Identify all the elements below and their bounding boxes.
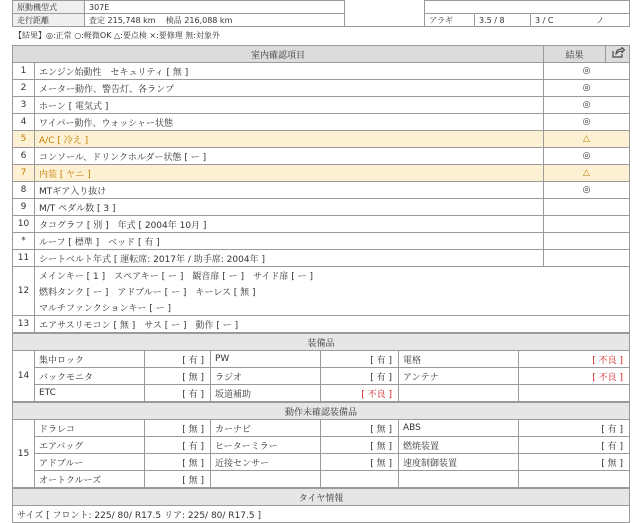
equipment-table <box>12 333 630 402</box>
equipment-value: [ 無 ] <box>321 437 399 454</box>
equipment-value: [ 有 ] <box>321 368 399 385</box>
row-number: 3 <box>13 97 35 114</box>
equipment-value: [ 無 ] <box>145 471 211 488</box>
share-icon <box>611 47 625 58</box>
result-legend: 【結果】◎:正常 ○:軽微OK △:要点検 ×:要修理 無:対象外 <box>14 31 221 40</box>
checklist-table: 室内確認項目 結果 1 エンジン始動性 セキュリティ [ 無 ] ◎ 2 メーター動作、警告灯、各ランプ ◎ 3 ホーン [ 電気式 ] ◎ 4 ワイパー動作、ウォッシャー状態 ◎ 5 A/C [ 冷え ] △ 6 コンソール、ドリンクホルダー状態 [ ー ] ◎ 7 内装 [ ヤニ ] △ 8 MTギア入り抜け ◎ 9 M/T ペダル数 [ 3 ] 10 タコグラフ [ 別 ] 年式 [ 2004年 10月 ] * ルーフ [ 標準 ] ベッド [ 有 ] 11 シートベルト年式 [ 運転席: 2017年 / 助手席: 2004年 ] 12 メインキー [ 1 ] スペアキー [ ー ] 観音扉 [ ー ] サイド扉 [ ー ] 燃料タンク [ ー ] アドブルー [ ー ] キーレス [ 無 ] マルチファンクションキー [ ー ] 13 エアサスリモコン [ 無 ] サス [ ー ] 動作 [ ー ] <box>12 45 630 333</box>
checklist-row <box>13 97 630 114</box>
equipment-value: [ 不良 ] <box>519 368 630 385</box>
equipment-value: [ 無 ] <box>519 454 630 471</box>
row-result: ◎ <box>544 97 630 114</box>
mileage-registered: 査定 215,748 km <box>89 15 156 25</box>
row-text: A/C [ 冷え ] <box>35 131 544 148</box>
row-result: ◎ <box>544 148 630 165</box>
equipment-name: アドブルー <box>35 454 145 471</box>
equipment-row <box>13 437 630 454</box>
checklist-row <box>13 131 630 148</box>
result-header: 結果 <box>544 46 606 63</box>
vehicle-header <box>12 0 630 27</box>
model-value: 307E <box>85 1 345 14</box>
row-text: ワイパー動作、ウォッシャー状態 <box>35 114 544 131</box>
row-number: 6 <box>13 148 35 165</box>
equipment-name: 坂道補助 <box>211 385 321 402</box>
mileage-label: 走行距離 <box>13 14 85 27</box>
row-text: MTギア入り抜け <box>35 182 544 199</box>
checklist-items <box>13 63 630 267</box>
equipment-name: 燃焼装置 <box>399 437 519 454</box>
equipment-items <box>13 351 630 402</box>
equipment-title: 装備品 <box>13 334 630 351</box>
tire-table <box>12 488 630 523</box>
checklist-row <box>13 199 630 216</box>
checklist-row <box>13 114 630 131</box>
row-result: ◎ <box>544 182 630 199</box>
equipment-value: [ 不良 ] <box>519 351 630 368</box>
right-value-2: 3 / C <box>535 15 554 25</box>
tire-size: サイズ [ フロント: 225/ 80/ R17.5 リア: 225/ 80/ R17.5 ] <box>13 506 630 523</box>
equipment-value: [ 無 ] <box>145 454 211 471</box>
equipment-row <box>13 471 630 488</box>
equipment-name: ラジオ <box>211 368 321 385</box>
checklist-row <box>13 250 630 267</box>
equipment-name: ABS <box>399 420 519 437</box>
share-button[interactable] <box>606 46 630 63</box>
checklist-row <box>13 216 630 233</box>
section-number: 14 <box>13 351 35 402</box>
equipment-name: バックモニタ <box>35 368 145 385</box>
equipment-name: 速度制御装置 <box>399 454 519 471</box>
row-text: コンソール、ドリンクホルダー状態 [ ー ] <box>35 148 544 165</box>
checklist-row <box>13 148 630 165</box>
equipment-row <box>13 351 630 368</box>
equipment-name <box>399 385 519 402</box>
right-value-1: 3.5 / 8 <box>475 14 531 27</box>
equipment-value: [ 有 ] <box>519 437 630 454</box>
row-text: エンジン始動性 セキュリティ [ 無 ] <box>35 63 544 80</box>
row-number: 2 <box>13 80 35 97</box>
operation-title: 動作未確認装備品 <box>13 403 630 420</box>
equipment-name: ドラレコ <box>35 420 145 437</box>
equipment-name: 集中ロック <box>35 351 145 368</box>
row-number: 10 <box>13 216 35 233</box>
row-text: シートベルト年式 [ 運転席: 2017年 / 助手席: 2004年 ] <box>35 250 544 267</box>
operation-items <box>13 420 630 488</box>
equipment-name <box>211 471 321 488</box>
equipment-value: [ 有 ] <box>145 437 211 454</box>
row-result <box>544 250 630 267</box>
equipment-name: エアバッグ <box>35 437 145 454</box>
row-13: 13 エアサスリモコン [ 無 ] サス [ ー ] 動作 [ ー ] <box>13 316 630 333</box>
row-result: △ <box>544 165 630 182</box>
row-text: M/T ペダル数 [ 3 ] <box>35 199 544 216</box>
checklist-row <box>13 182 630 199</box>
tire-title: タイヤ情報 <box>13 489 630 506</box>
checklist-row <box>13 233 630 250</box>
equipment-value: [ 不良 ] <box>321 385 399 402</box>
operation-table <box>12 402 630 488</box>
equipment-value: [ 無 ] <box>145 368 211 385</box>
row-number: 5 <box>13 131 35 148</box>
row-text: 内装 [ ヤニ ] <box>35 165 544 182</box>
equipment-name: アンテナ <box>399 368 519 385</box>
equipment-value <box>519 385 630 402</box>
checklist-title: 室内確認項目 <box>13 46 544 63</box>
equipment-row <box>13 385 630 402</box>
equipment-name: PW <box>211 351 321 368</box>
equipment-value: [ 有 ] <box>321 351 399 368</box>
equipment-value: [ 有 ] <box>145 385 211 402</box>
equipment-name: ヒーターミラー <box>211 437 321 454</box>
row-result: △ <box>544 131 630 148</box>
equipment-row <box>13 420 630 437</box>
row-result: ◎ <box>544 80 630 97</box>
row-number: 4 <box>13 114 35 131</box>
row-number: * <box>13 233 35 250</box>
equipment-value: [ 有 ] <box>145 351 211 368</box>
model-label: 原動機型式 <box>13 1 85 14</box>
row-text: タコグラフ [ 別 ] 年式 [ 2004年 10月 ] <box>35 216 544 233</box>
row-text: ホーン [ 電気式 ] <box>35 97 544 114</box>
row-text: ルーフ [ 標準 ] ベッド [ 有 ] <box>35 233 544 250</box>
section-number: 15 <box>13 420 35 488</box>
checklist-row <box>13 63 630 80</box>
equipment-value <box>519 471 630 488</box>
inspection-sheet <box>12 0 630 523</box>
right-value-3: ノ <box>596 15 605 25</box>
row-number: 9 <box>13 199 35 216</box>
equipment-name <box>399 471 519 488</box>
row-result <box>544 233 630 250</box>
equipment-value: [ 無 ] <box>321 454 399 471</box>
mileage-detail: 検品 216,088 km <box>165 15 233 25</box>
right-label: アラギ <box>425 14 475 27</box>
equipment-value: [ 無 ] <box>145 420 211 437</box>
row-number: 1 <box>13 63 35 80</box>
equipment-name: カーナビ <box>211 420 321 437</box>
equipment-row <box>13 454 630 471</box>
row-number: 11 <box>13 250 35 267</box>
equipment-value <box>321 471 399 488</box>
checklist-row <box>13 165 630 182</box>
row-number: 7 <box>13 165 35 182</box>
row-result <box>544 199 630 216</box>
equipment-name: ETC <box>35 385 145 402</box>
equipment-name: 近接センサー <box>211 454 321 471</box>
row-result: ◎ <box>544 114 630 131</box>
equipment-value: [ 有 ] <box>519 420 630 437</box>
row-number: 8 <box>13 182 35 199</box>
equipment-name: オートクルーズ <box>35 471 145 488</box>
row-result: ◎ <box>544 63 630 80</box>
row-result <box>544 216 630 233</box>
checklist-row <box>13 80 630 97</box>
equipment-name: 電格 <box>399 351 519 368</box>
row-12: 12 メインキー [ 1 ] スペアキー [ ー ] 観音扉 [ ー ] サイド扉 [ ー ] <box>13 267 630 284</box>
row-text: メーター動作、警告灯、各ランプ <box>35 80 544 97</box>
equipment-row <box>13 368 630 385</box>
equipment-value: [ 無 ] <box>321 420 399 437</box>
